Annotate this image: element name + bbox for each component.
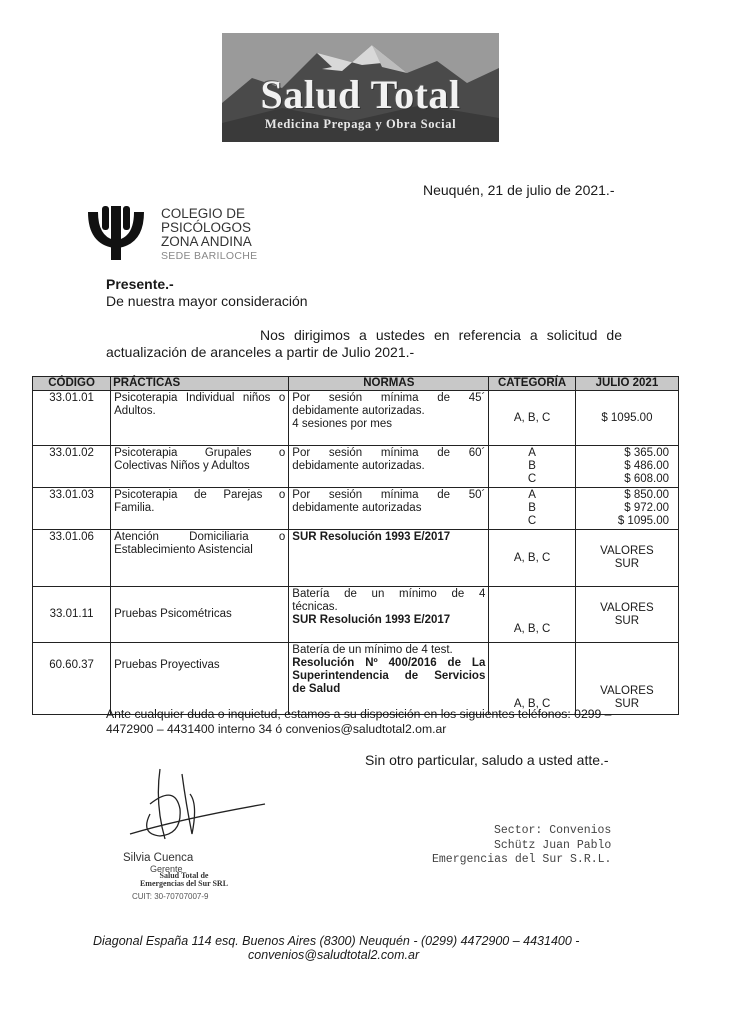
row-category — [489, 488, 575, 530]
signatory-name: Silvia Cuenca — [123, 852, 194, 864]
row-norms — [289, 488, 489, 530]
price-line: VALORES — [600, 685, 654, 697]
norm-line: 4 sesiones por mes — [292, 418, 393, 430]
row-norms — [289, 530, 489, 587]
price-line: $ 1095.00 — [617, 515, 669, 527]
norm-line: Por sesión mínima de 60´ — [292, 447, 486, 459]
row-practice: Psicoterapia Grupales o Colectivas Niños y Adultos — [111, 446, 289, 488]
norm-line: SUR Resolución 1993 E/2017 — [292, 531, 451, 543]
stamp-cuit: CUIT: 30-70707007-9 — [132, 892, 209, 901]
sector-line-2: Schütz Juan Pablo — [494, 839, 612, 852]
norm-line: Batería de un mínimo de 4 — [292, 588, 486, 600]
norm-line: SUR Resolución 1993 E/2017 — [292, 614, 451, 626]
intro-line-2: actualización de aranceles a partir de Julio 2021.- — [106, 344, 415, 360]
price-line: VALORES — [600, 601, 654, 614]
category-line: B — [528, 460, 536, 472]
sector-line-3: Emergencias del Sur S.R.L. — [432, 853, 612, 866]
row-code: 33.01.11 — [33, 587, 111, 643]
norm-line: técnicas. — [292, 601, 338, 613]
table-row — [33, 446, 679, 488]
row-category: A, B, C — [489, 643, 575, 715]
contact-line-2: 4472900 – 4431400 interno 34 ó convenios@saludtotal2.om.ar — [106, 722, 447, 736]
price-line: $ 608.00 — [624, 473, 669, 485]
closing: Sin otro particular, saludo a usted atte.- — [365, 752, 609, 768]
row-practice: Atención Domiciliaria o Establecimiento Asistencial — [111, 530, 289, 587]
header-category: CATEGORÍA — [489, 377, 575, 391]
row-price: $ 1095.00 — [575, 391, 678, 446]
row-practice: Pruebas Psicométricas — [111, 587, 289, 643]
table-row — [33, 530, 679, 587]
row-price — [575, 587, 678, 643]
row-category: A, B, C — [489, 587, 575, 643]
norm-line: Batería de un mínimo de 4 test. — [292, 644, 453, 656]
contact-line-1: Ante cualquier duda o inquietud, estamos a su disposición en los siguientes teléfonos: 0299 – — [106, 707, 612, 721]
colegio-line-4: SEDE BARILOCHE — [161, 250, 258, 262]
price-line: SUR — [614, 558, 640, 570]
colegio-line-1: COLEGIO DE — [161, 206, 246, 221]
category-line: A — [528, 489, 536, 501]
row-code: 60.60.37 — [33, 643, 111, 715]
table-row — [33, 587, 679, 643]
row-practice: Psicoterapia de Parejas o Familia. — [111, 488, 289, 530]
intro-line-1: Nos dirigimos a ustedes en referencia a solicitud de — [260, 327, 622, 343]
price-line: $ 972.00 — [624, 502, 669, 514]
price-line: $ 850.00 — [624, 489, 669, 501]
row-price — [575, 643, 678, 715]
row-code: 33.01.01 — [33, 391, 111, 446]
psi-logo-icon — [84, 204, 148, 262]
norm-line: debidamente autorizadas — [292, 502, 422, 514]
consideration: De nuestra mayor consideración — [106, 293, 308, 309]
norm-line: Resolución Nº 400/2016 de La — [292, 657, 486, 669]
norm-line: Por sesión mínima de 50´ — [292, 489, 486, 501]
stamp-line: Salud Total de — [159, 871, 209, 880]
table-row — [33, 391, 679, 446]
norm-line: debidamente autorizadas. — [292, 460, 425, 472]
handwritten-signature — [120, 764, 270, 854]
row-norms — [289, 643, 489, 715]
row-practice: Pruebas Proyectivas — [111, 643, 289, 715]
signatory-role: Gerente — [150, 864, 183, 874]
norm-line: Por sesión mínima de 45´ — [292, 392, 486, 404]
row-code: 33.01.06 — [33, 530, 111, 587]
row-price — [575, 446, 678, 488]
logo-subtitle: Medicina Prepaga y Obra Social — [264, 117, 457, 131]
letter-date: Neuquén, 21 de julio de 2021.- — [423, 182, 615, 198]
header-practices: PRÁCTICAS — [111, 377, 289, 391]
header-code: CÓDIGO — [33, 377, 111, 391]
price-line: $ 486.00 — [624, 460, 669, 472]
category-line: A — [528, 447, 536, 459]
category-line: C — [527, 515, 537, 527]
logo-title: Salud Total — [260, 72, 461, 117]
greeting: Presente.- — [106, 276, 174, 292]
table-header-row — [33, 377, 679, 391]
category-line: C — [527, 473, 537, 485]
price-line: VALORES — [600, 545, 654, 557]
row-category: A, B, C — [489, 391, 575, 446]
row-category: A, B, C — [489, 530, 575, 587]
row-norms — [289, 446, 489, 488]
price-line: SUR — [614, 698, 640, 710]
salud-total-logo — [222, 33, 499, 142]
footer-email: convenios@saludtotal2.com.ar — [248, 948, 420, 962]
norm-line: debidamente autorizadas. — [292, 405, 425, 417]
row-norms — [289, 587, 489, 643]
category-line: B — [528, 502, 536, 514]
header-norms: NORMAS — [289, 377, 489, 391]
price-line: $ 365.00 — [624, 447, 669, 459]
row-practice: Psicoterapia Individual niños o Adultos. — [111, 391, 289, 446]
price-line: SUR — [614, 614, 640, 627]
sector-line-1: Sector: Convenios — [494, 824, 612, 837]
fee-table — [32, 376, 679, 715]
colegio-line-2: PSICÓLOGOS — [161, 220, 252, 235]
table-row — [33, 488, 679, 530]
row-price — [575, 530, 678, 587]
header-july-2021: JULIO 2021 — [575, 377, 678, 391]
row-norms — [289, 391, 489, 446]
norm-line: de Salud — [292, 683, 341, 695]
row-price — [575, 488, 678, 530]
row-category — [489, 446, 575, 488]
table-row — [33, 643, 679, 715]
norm-line: Superintendencia de Servicios — [292, 670, 486, 682]
footer-address: Diagonal España 114 esq. Buenos Aires (8300) Neuquén - (0299) 4472900 – 4431400 - — [93, 934, 580, 948]
company-stamp — [129, 872, 239, 888]
row-code: 33.01.03 — [33, 488, 111, 530]
colegio-line-3: ZONA ANDINA — [161, 234, 252, 249]
stamp-line: Emergencias del Sur SRL — [139, 879, 229, 888]
row-code: 33.01.02 — [33, 446, 111, 488]
